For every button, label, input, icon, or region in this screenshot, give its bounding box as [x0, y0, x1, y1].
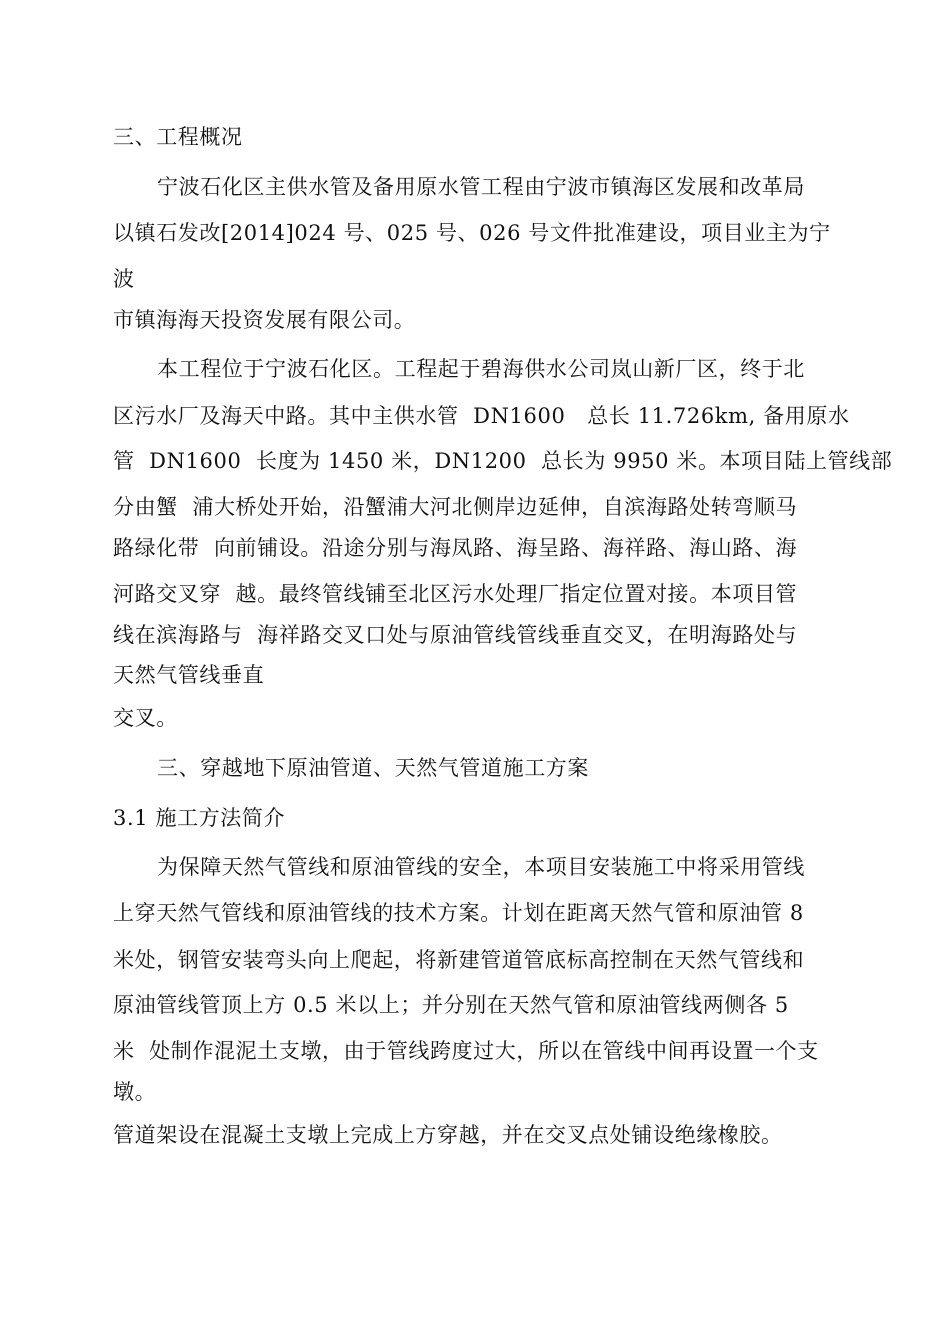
subsection-heading-method: 3.1 施工方法简介 — [113, 806, 286, 830]
paragraph-3-line-2: 上穿天然气管线和原油管线的技术方案。计划在距离天然气管和原油管 8 — [113, 901, 804, 925]
paragraph-3-line-6: 墩。 — [113, 1080, 157, 1104]
paragraph-3-line-1: 为保障天然气管线和原油管线的安全，本项目安装施工中将采用管线 — [157, 855, 805, 879]
paragraph-3-line-5: 米 处制作混泥土支墩，由于管线跨度过大，所以在管线中间再设置一个支 — [113, 1039, 819, 1063]
paragraph-2-line-7: 线在滨海路与 海祥路交叉口处与原油管线管线垂直交叉，在明海路处与 — [113, 623, 798, 647]
paragraph-2-line-1: 本工程位于宁波石化区。工程起于碧海供水公司岚山新厂区，终于北 — [157, 357, 805, 381]
paragraph-2-line-9: 交叉。 — [113, 706, 178, 730]
paragraph-2-line-6: 河路交叉穿 越。最终管线铺至北区污水处理厂指定位置对接。本项目管 — [113, 582, 798, 606]
paragraph-1-line-2: 以镇石发改[2014]024 号、025 号、026 号文件批准建设，项目业主为宁 — [113, 221, 831, 245]
paragraph-2-line-8: 天然气管线垂直 — [113, 663, 265, 687]
paragraph-1-line-1: 宁波石化区主供水管及备用原水管工程由宁波市镇海区发展和改革局 — [157, 175, 805, 199]
section-heading-crossing: 三、穿越地下原油管道、天然气管道施工方案 — [157, 756, 589, 780]
paragraph-3-line-3: 米处，钢管安装弯头向上爬起，将新建管道管底标高控制在天然气管线和 — [113, 948, 805, 972]
paragraph-2-line-5: 路绿化带 向前铺设。沿途分别与海凤路、海呈路、海祥路、海山路、海 — [113, 536, 798, 560]
section-heading-overview: 三、工程概况 — [113, 125, 243, 149]
paragraph-1-line-3: 波 — [113, 267, 135, 291]
paragraph-2-line-4: 分由蟹 浦大桥处开始，沿蟹浦大河北侧岸边延伸，自滨海路处转弯顺马 — [113, 495, 798, 519]
paragraph-2-line-2: 区污水厂及海天中路。其中主供水管 DN1600 总长 11.726km, 备用原水 — [113, 404, 850, 428]
paragraph-2-line-3: 管 DN1600 长度为 1450 米，DN1200 总长为 9950 米。本项目陆上管线部 — [113, 449, 893, 473]
paragraph-3-line-7: 管道架设在混凝土支墩上完成上方穿越，并在交叉点处铺设绝缘橡胶。 — [113, 1123, 783, 1147]
paragraph-3-line-4: 原油管线管顶上方 0.5 米以上；并分别在天然气管和原油管线两侧各 5 — [113, 993, 789, 1017]
paragraph-1-line-4: 市镇海海天投资发展有限公司。 — [113, 308, 416, 332]
